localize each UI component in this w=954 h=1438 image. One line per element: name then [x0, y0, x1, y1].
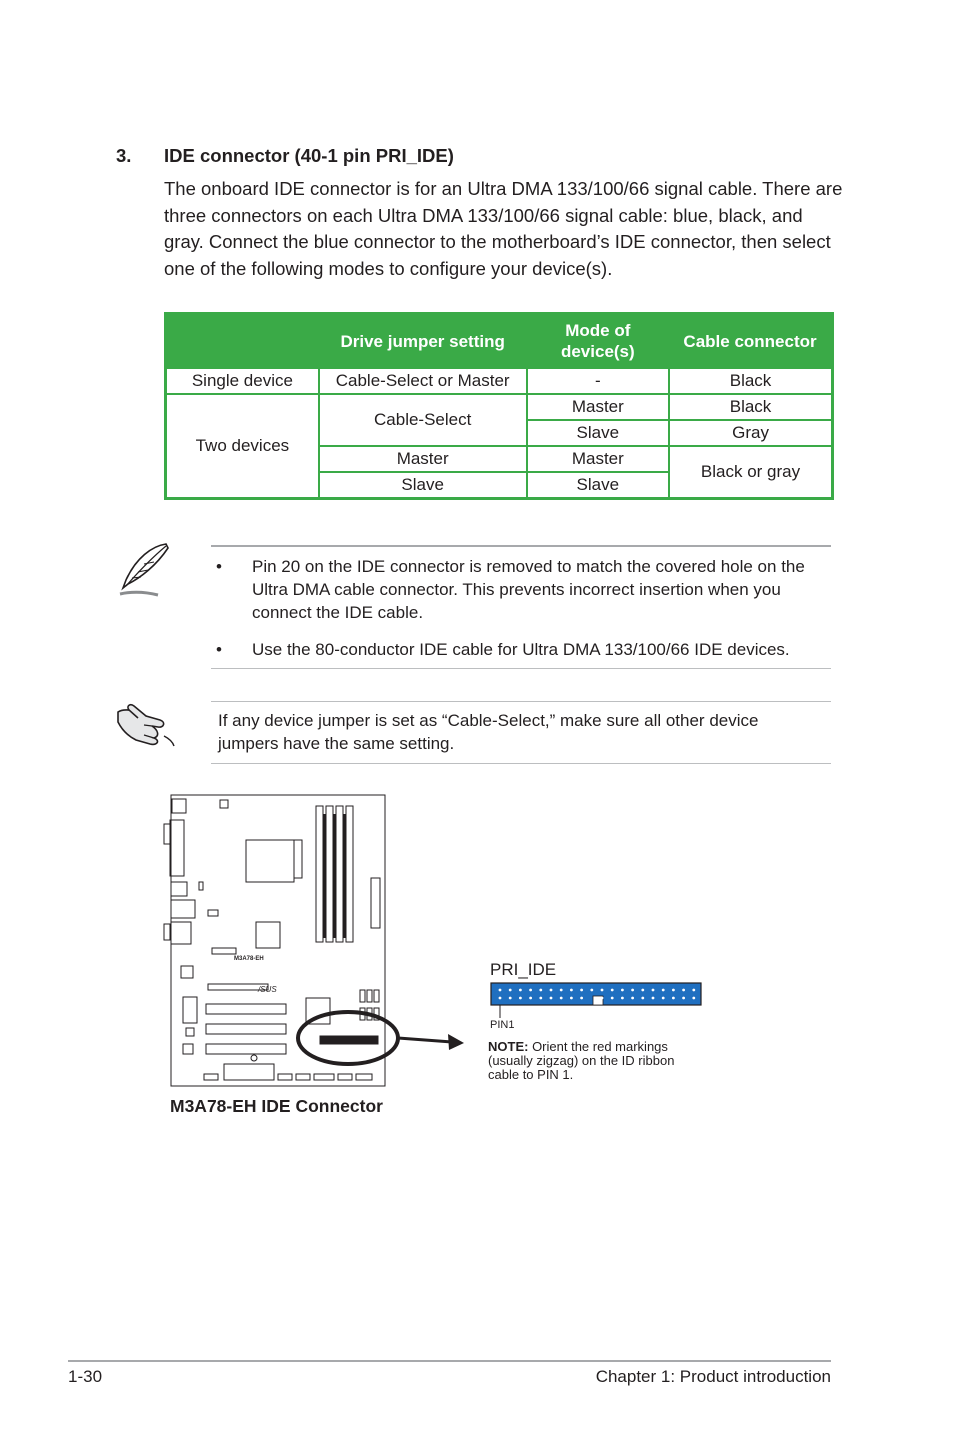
ide-pin [692, 989, 695, 992]
note-bottom-rule [211, 668, 831, 669]
note-list [216, 555, 826, 675]
section-heading [116, 145, 454, 167]
list-item [216, 638, 826, 661]
note-body: Orient the red markings (usually zigzag) on the ID ribbon cable to PIN 1. [488, 1039, 675, 1082]
paragraph-text: The onboard IDE connector is for an Ultra DMA 133/100/66 signal cable. There are three connectors on each Ultra DMA 133/100/66 signal cable: blue, black, and gray. Connect the blue connector to the motherboard’s IDE connector, then select one of the following modes to configure your device(s). [164, 178, 843, 279]
pointer-arrow [398, 1038, 452, 1042]
ide-pin [662, 997, 665, 1000]
two-devices-label: Two devices [166, 394, 319, 499]
ide-pin [601, 997, 604, 1000]
ide-pin [529, 989, 532, 992]
ide-pin [682, 997, 685, 1000]
ide-pin [672, 989, 675, 992]
ide-pin [692, 997, 695, 1000]
single-device-jumper: Cable-Select or Master [319, 368, 527, 394]
board-model-label: M3A78-EH [234, 956, 264, 962]
single-device-cable: Black [669, 368, 832, 394]
cs-slave-cable: Gray [669, 420, 832, 446]
ide-pin [560, 989, 563, 992]
header-mode: Mode of device(s) [527, 314, 669, 369]
slave-jumper: Slave [319, 472, 527, 499]
ide-pin [529, 997, 532, 1000]
feather-note-icon [114, 540, 176, 600]
page-number: 1-30 [68, 1367, 103, 1386]
ide-pin [662, 989, 665, 992]
table-row [166, 368, 833, 394]
note-top-rule [211, 545, 831, 547]
ide-pin [652, 997, 655, 1000]
bullet: • [216, 640, 222, 659]
ide-pin [519, 997, 522, 1000]
cs-master-cable: Black [669, 394, 832, 420]
note-text: Pin 20 on the IDE connector is removed to match the covered hole on the Ultra DMA cable connector. This prevents incorrect insertion when you connect the IDE cable. [252, 557, 805, 622]
footer-rule [68, 1360, 831, 1362]
ide-pin [621, 997, 624, 1000]
ide-pin [631, 997, 634, 1000]
caution-top-rule [211, 701, 831, 702]
ide-pin [550, 989, 553, 992]
pin1-label: PIN1 [490, 1019, 515, 1031]
chapter-title: Chapter 1: Product introduction [595, 1367, 831, 1386]
ide-pin [611, 989, 614, 992]
ide-pin [641, 989, 644, 992]
list-item [216, 555, 826, 624]
section-paragraph [164, 176, 844, 282]
master-mode: Master [527, 446, 669, 472]
ide-pin [509, 989, 512, 992]
ide-pin [580, 997, 583, 1000]
ide-pin [509, 997, 512, 1000]
ide-pin [682, 989, 685, 992]
motherboard-diagram [160, 794, 460, 1094]
brand-logo-text: /SUS [258, 985, 277, 994]
table-row [166, 394, 833, 420]
section-number: 3. [116, 145, 132, 166]
orientation-note [488, 1040, 708, 1082]
ide-pin [560, 997, 563, 1000]
single-device-mode: - [527, 368, 669, 394]
jumper-settings-table [164, 312, 834, 500]
ide-pin [601, 989, 604, 992]
ide-pin [499, 997, 502, 1000]
master-jumper: Master [319, 446, 527, 472]
ide-pin [631, 989, 634, 992]
caution-bottom-rule [211, 763, 831, 764]
ide-pin [580, 989, 583, 992]
ide-pin [539, 989, 542, 992]
ide-pin [621, 989, 624, 992]
table-header-row [166, 314, 833, 369]
slave-mode: Slave [527, 472, 669, 499]
figure-caption: M3A78-EH IDE Connector [170, 1096, 383, 1116]
black-or-gray-cable: Black or gray [669, 446, 832, 499]
ide-pin [570, 997, 573, 1000]
ide-pin [499, 989, 502, 992]
ide-pin [672, 997, 675, 1000]
ide-pin [570, 989, 573, 992]
ide-pin [652, 989, 655, 992]
header-empty [166, 314, 319, 369]
cable-select-jumper: Cable-Select [319, 394, 527, 446]
note-text: Use the 80-conductor IDE cable for Ultra DMA 133/100/66 IDE devices. [252, 640, 790, 659]
ide-pin [550, 997, 553, 1000]
ide-pin [539, 997, 542, 1000]
note-label: NOTE: [488, 1039, 529, 1054]
ide-pin [641, 997, 644, 1000]
arrow-head-icon [448, 1034, 464, 1050]
section-title: IDE connector (40-1 pin PRI_IDE) [164, 145, 454, 166]
ide-pin [590, 989, 593, 992]
header-cable: Cable connector [669, 314, 832, 369]
pri-ide-label: PRI_IDE [490, 960, 557, 979]
pri-ide-connector [490, 982, 704, 1024]
ide-pin [611, 997, 614, 1000]
ide-pin [519, 989, 522, 992]
cs-slave-mode: Slave [527, 420, 669, 446]
single-device-label: Single device [166, 368, 319, 394]
header-jumper: Drive jumper setting [319, 314, 527, 369]
bullet: • [216, 557, 222, 576]
caution-text: If any device jumper is set as “Cable-Select,” make sure all other device jumpers have the same setting. [218, 711, 759, 753]
cs-master-mode: Master [527, 394, 669, 420]
cpu-socket [246, 840, 294, 882]
hand-caution-icon [114, 700, 180, 750]
board-ide-connector [320, 1036, 378, 1044]
